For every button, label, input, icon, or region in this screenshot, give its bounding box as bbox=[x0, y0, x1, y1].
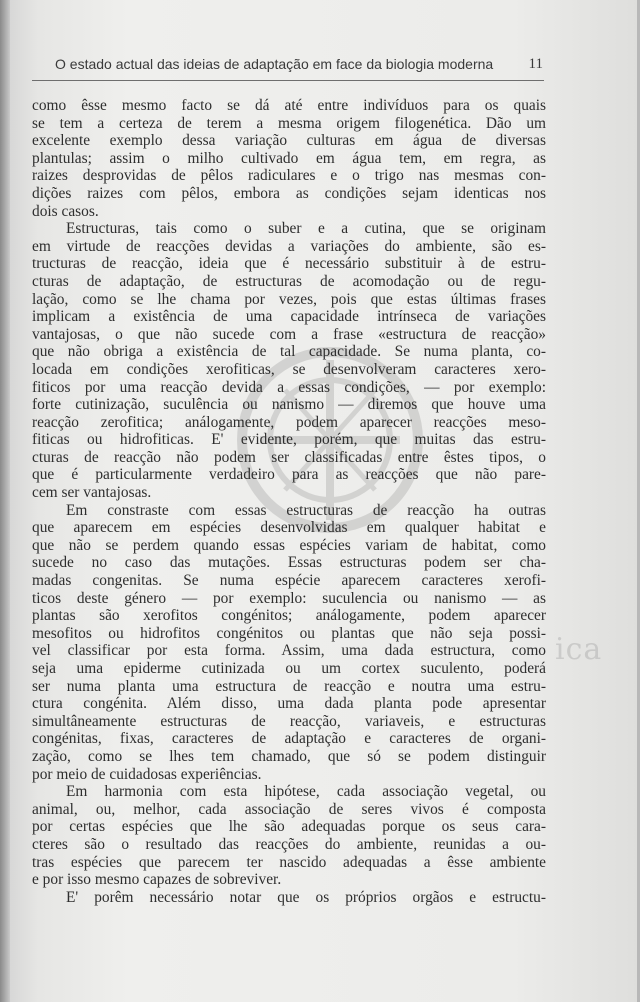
text-line: por meio de cuidadosas experiências. bbox=[32, 765, 262, 783]
running-title: O estado actual das ideias de adaptação em face da biologia moderna bbox=[55, 56, 494, 72]
text-line: vel classificar por esta forma. Assim, uma dada estructura, como bbox=[32, 642, 546, 660]
paragraph-first-line: E' porêm necessário notar que os próprios orgãos e estructu- bbox=[66, 888, 546, 906]
text-line: cem ser vantajosas. bbox=[32, 484, 152, 502]
text-line: simultâneamente estructuras de reacção, variaveis, e estructuras bbox=[32, 712, 546, 730]
text-line: reacção zerofitica; análogamente, podem aparecer reacções meso- bbox=[32, 413, 546, 431]
header-rule bbox=[32, 80, 544, 81]
text-line: cturas de adaptação, de estructuras de acomodação ou de regu- bbox=[32, 272, 546, 290]
text-line: fiticas ou hidrofiticas. E' evidente, porém, que muitas das estru- bbox=[32, 431, 546, 449]
text-line: seja uma epiderme cutinizada ou um cortex suculento, poderá bbox=[32, 660, 546, 677]
paragraph-first-line: Em constraste com essas estructuras de reacção ha outras bbox=[66, 501, 546, 519]
text-line: fiticos por uma reacção devida a essas condições, — por exemplo: bbox=[32, 378, 546, 396]
text-line: como êsse mesmo facto se dá até entre indivíduos para os quais bbox=[32, 97, 546, 114]
text-line: dois casos. bbox=[32, 202, 99, 220]
text-line: cturas de reacção não podem ser classificadas entre êstes tipos, o bbox=[32, 448, 546, 466]
text-line: e por isso mesmo capazes de sobreviver. bbox=[32, 871, 282, 889]
text-line: se tem a certeza de terem a mesma origem filogenética. Dão um bbox=[32, 114, 546, 132]
paragraph-first-line: Em harmonia com esta hipótese, cada associação vegetal, ou bbox=[66, 783, 546, 801]
text-line: por certas espécies que lhe são adequadas porque os seus cara- bbox=[32, 818, 546, 836]
text-line: sucede no caso das mutações. Essas estructuras podem ser cha- bbox=[32, 554, 546, 572]
body-text bbox=[32, 97, 546, 906]
running-header bbox=[55, 56, 545, 78]
text-line: lação, como se lhe chama por vezes, pois que estas últimas frases bbox=[32, 290, 546, 308]
page-left-edge-shadow bbox=[0, 0, 10, 1002]
text-line: implicam a existência de uma capacidade intrínseca de variações bbox=[32, 308, 546, 326]
text-line: em virtude de reacções devidas a variações do ambiente, são es- bbox=[32, 237, 546, 255]
text-line: tructuras de reacção, ideia que é necessário substituir à de estru- bbox=[32, 255, 546, 273]
text-line: ctura congénita. Além disso, uma dada planta pode apresentar bbox=[32, 695, 546, 713]
text-line: mesofitos ou hidrofitos congénitos ou plantas que não seja possi- bbox=[32, 624, 546, 642]
text-line: forte cutinização, suculência ou nanismo — diremos que houve uma bbox=[32, 396, 546, 414]
text-line: ticos deste género — por exemplo: suculencia ou nanismo — as bbox=[32, 589, 546, 607]
text-line: locada em condições xerofiticas, se desenvolveram caracteres xero- bbox=[32, 360, 546, 378]
text-line: raizes desprovidas de pêlos radiculares e o trigo nas mesmas con- bbox=[32, 167, 546, 185]
text-line: que é particularmente verdadeiro para as reacções que não pare- bbox=[32, 466, 546, 484]
text-line: cteres são o resultado das reacções do ambiente, reunidas a ou- bbox=[32, 835, 546, 853]
watermark-fragment: ica bbox=[555, 632, 603, 667]
text-line: plantas são xerofitos congénitos; análogamente, podem aparecer bbox=[32, 607, 546, 625]
text-line: vantajosas, o que não sucede com a frase «estructura de reacção» bbox=[32, 325, 546, 343]
text-line: dições raizes com pêlos, embora as condições sejam identicas nos bbox=[32, 184, 546, 202]
text-line: tras espécies que parecem ter nascido adequadas a êsse ambiente bbox=[32, 853, 546, 871]
text-line: ser numa planta uma estructura de reacção e noutra uma estru- bbox=[32, 677, 546, 695]
text-line: excelente exemplo dessa variação culturas em água de diversas bbox=[32, 132, 546, 150]
text-line: que aparecem em espécies desenvolvidas em qualquer habitat e bbox=[32, 519, 546, 537]
paragraph-first-line: Estructuras, tais como o suber e a cutina, que se originam bbox=[66, 220, 546, 238]
text-line: que não se perdem quando essas espécies variam de habitat, como bbox=[32, 536, 546, 554]
text-line: congénitas, fixas, caracteres de adaptação e caracteres de organi- bbox=[32, 730, 546, 748]
text-line: plantulas; assim o milho cultivado em água tem, em regra, as bbox=[32, 149, 546, 167]
text-line: madas congenitas. Se numa espécie aparecem caracteres xerofi- bbox=[32, 572, 546, 590]
page-number: 11 bbox=[528, 56, 543, 72]
text-line: zação, como se lhes tem chamado, que só se podem distinguir bbox=[32, 747, 546, 765]
text-line: animal, ou, melhor, cada associação de seres vivos é composta bbox=[32, 800, 546, 818]
text-line: que não obriga a existência de tal capacidade. Se numa planta, co- bbox=[32, 343, 546, 361]
